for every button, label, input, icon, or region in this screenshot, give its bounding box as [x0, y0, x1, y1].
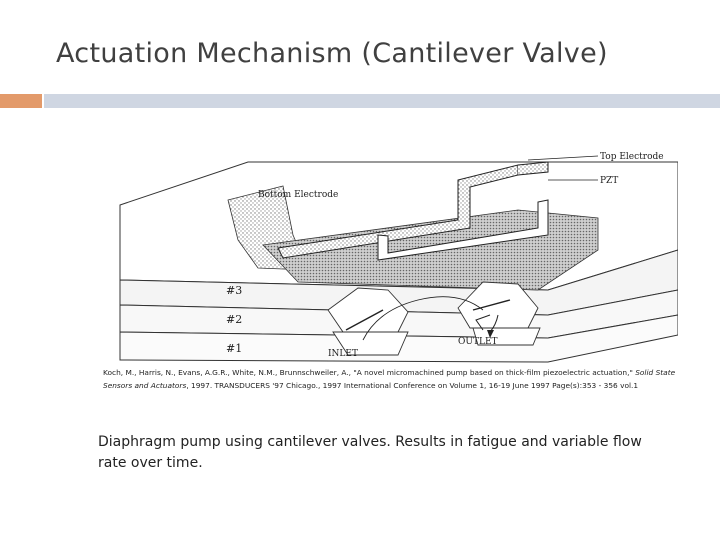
- label-layer-2: #2: [226, 313, 243, 326]
- citation-venue: Solid State Sensors and Actuators: [103, 368, 676, 390]
- pump-cross-section-diagram: [78, 140, 678, 370]
- figure-citation: [103, 366, 683, 392]
- slide-caption: Diaphragm pump using cantilever valves. Results in fatigue and variable flow rate over time.: [98, 434, 642, 471]
- label-outlet: OUTLET: [458, 337, 498, 347]
- label-layer-1: #1: [226, 342, 243, 355]
- slide-title: Actuation Mechanism (Cantilever Valve): [56, 38, 608, 69]
- label-layer-3: #3: [226, 284, 243, 297]
- title-accent-bar: [44, 94, 720, 108]
- label-bottom-electrode: Bottom Electrode: [258, 190, 339, 200]
- citation-authors-title: Koch, M., Harris, N., Evans, A.G.R., White, N.M., Brunnschweiler, A., "A novel micromachined pump based on thick-film piezoelectric actuation,": [103, 368, 636, 377]
- label-inlet: INLET: [328, 349, 358, 359]
- title-accent-block: [0, 94, 42, 108]
- citation-details: , 1997. TRANSDUCERS '97 Chicago., 1997 International Conference on Volume 1, 16-19 June 1997 Page(s):353 - 356 vol.1: [186, 381, 639, 390]
- label-top-electrode: Top Electrode: [600, 152, 664, 162]
- label-pzt: PZT: [600, 176, 619, 186]
